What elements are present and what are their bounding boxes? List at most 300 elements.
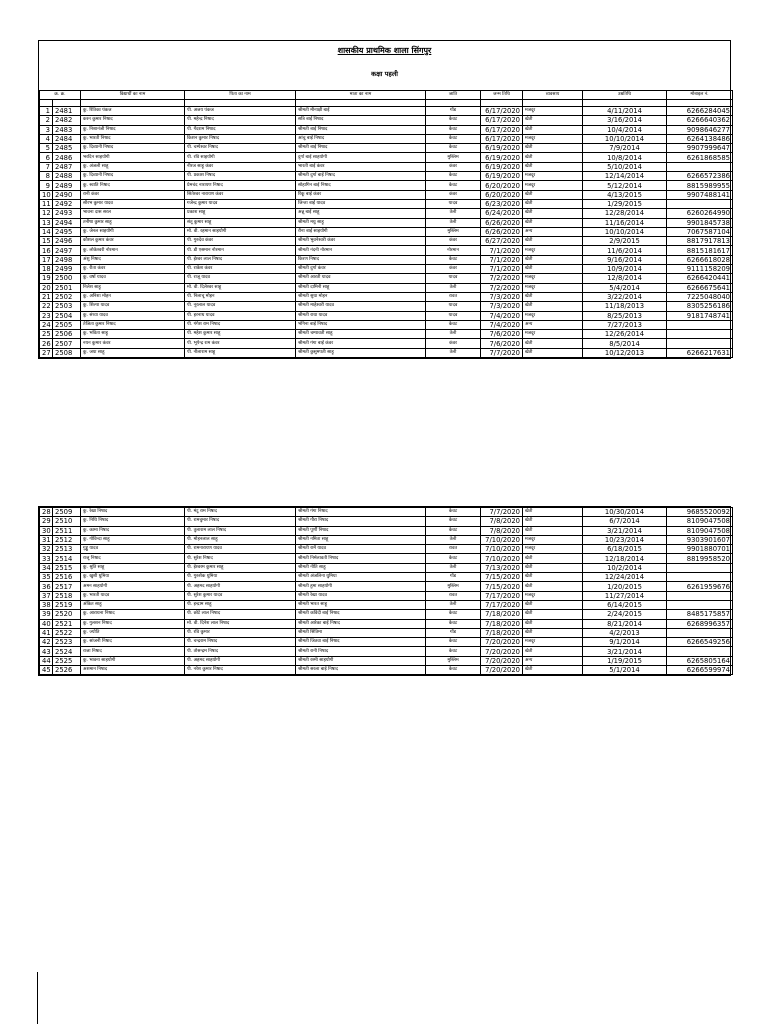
- student-name: अशमान निषाद: [81, 666, 185, 675]
- mother-name: श्रीमती रेखा यादव: [296, 591, 426, 600]
- table-row: [40, 647, 733, 656]
- mother-name: श्रीमती कविंदी बाई निषाद: [296, 610, 426, 619]
- mother-name: श्रीमती सितिमा: [296, 628, 426, 637]
- date-of-birth: 7/20/2020: [481, 638, 523, 647]
- col-serial: क्र. क्र.: [40, 91, 81, 100]
- date-of-birth: 7/2/2020: [481, 274, 523, 283]
- occupation: मजदूर: [523, 330, 583, 339]
- occupation: अन्य: [523, 320, 583, 329]
- admission-number: 2498: [53, 255, 81, 264]
- caste: यादव: [426, 311, 481, 320]
- table-row: [40, 517, 733, 526]
- row-number: 25: [40, 330, 53, 339]
- age-date: 8/21/2014: [583, 619, 667, 628]
- caste: तेली: [426, 209, 481, 218]
- age-date: 3/16/2014: [583, 116, 667, 125]
- table-row: [40, 107, 733, 116]
- student-name: गुड्डू यादव: [81, 545, 185, 554]
- student-name: कु. लोकेश्वरी नोरमान: [81, 246, 185, 255]
- student-name: कु. भावना साहयोगी: [81, 656, 185, 665]
- father-name: पी. महेन्द्र निषाद: [185, 116, 296, 125]
- mobile-number: [667, 647, 733, 656]
- mobile-number: 9098646277: [667, 125, 733, 134]
- table-row: [40, 302, 733, 311]
- father-name: मो. वी. रहमान साहयोगी: [185, 227, 296, 236]
- age-date: 3/21/2014: [583, 526, 667, 535]
- date-of-birth: 6/19/2020: [481, 172, 523, 181]
- row-number: 43: [40, 647, 53, 656]
- mother-name: सत्रि बाई निषाद: [296, 116, 426, 125]
- age-date: 8/25/2013: [583, 311, 667, 320]
- caste: तेली: [426, 535, 481, 544]
- student-name: कु. ज्योति: [81, 628, 185, 637]
- col-caste: जाति: [426, 91, 481, 100]
- mobile-number: 9181748741: [667, 311, 733, 320]
- date-of-birth: 7/7/2020: [481, 508, 523, 517]
- table-row: [40, 545, 733, 554]
- admission-number: 2481: [53, 107, 81, 116]
- date-of-birth: 7/1/2020: [481, 265, 523, 274]
- age-date: 11/6/2014: [583, 246, 667, 255]
- date-of-birth: 7/1/2020: [481, 246, 523, 255]
- age-date: 12/24/2014: [583, 573, 667, 582]
- caste: रावत: [426, 591, 481, 600]
- father-name: पी. प्रकाश निषाद: [185, 172, 296, 181]
- table-row: [40, 628, 733, 637]
- student-name: भरदिन साहयोगी: [81, 153, 185, 162]
- admission-number: 2513: [53, 545, 81, 554]
- date-of-birth: 7/3/2020: [481, 292, 523, 301]
- col-student-name: विद्यार्थी का नाम: [81, 91, 185, 100]
- father-name: पी. महेश कुमार साहू: [185, 330, 296, 339]
- row-number: 9: [40, 181, 53, 190]
- student-name: कु. निधि निषाद: [81, 517, 185, 526]
- mobile-number: 6266420441: [667, 274, 733, 283]
- mother-name: किरण निषाद: [296, 255, 426, 264]
- student-name: कु. सांजनी निषाद: [81, 638, 185, 647]
- row-number: 16: [40, 246, 53, 255]
- occupation: मजदूर: [523, 274, 583, 283]
- caste: तेली: [426, 563, 481, 572]
- age-date: 10/12/2013: [583, 348, 667, 357]
- mobile-number: [667, 162, 733, 171]
- blank-row: [40, 100, 733, 107]
- page-margin-line: [37, 972, 38, 1024]
- mother-name: अन्नू बाई साहू: [296, 209, 426, 218]
- row-number: 26: [40, 339, 53, 348]
- father-name: पी. राकेश कंवर: [185, 265, 296, 274]
- occupation: खेती: [523, 339, 583, 348]
- occupation: खेती: [523, 125, 583, 134]
- row-number: 32: [40, 545, 53, 554]
- admission-number: 2501: [53, 283, 81, 292]
- mother-name: श्रीमती दुर्गा कंवर: [296, 265, 426, 274]
- admission-number: 2519: [53, 600, 81, 609]
- admission-number: 2508: [53, 348, 81, 357]
- table-row: [40, 199, 733, 208]
- caste: गोंड: [426, 107, 481, 116]
- table-row: [40, 218, 733, 227]
- age-date: 1/20/2015: [583, 582, 667, 591]
- caste: रावत: [426, 292, 481, 301]
- mother-name: श्रीमती मीनाक्षी बाई: [296, 107, 426, 116]
- table-row: [40, 339, 733, 348]
- student-name: कु. अंजली साहू: [81, 162, 185, 171]
- age-date: 5/1/2014: [583, 666, 667, 675]
- date-of-birth: 6/17/2020: [481, 134, 523, 143]
- age-date: 10/2/2014: [583, 563, 667, 572]
- age-date: 7/27/2013: [583, 320, 667, 329]
- age-date: 6/14/2015: [583, 600, 667, 609]
- occupation: मजदूर: [523, 172, 583, 181]
- row-number: 11: [40, 199, 53, 208]
- date-of-birth: 7/18/2020: [481, 619, 523, 628]
- row-number: 6: [40, 153, 53, 162]
- table-row: [40, 144, 733, 153]
- row-number: 30: [40, 526, 53, 535]
- mobile-number: 8109047508: [667, 526, 733, 535]
- age-date: 11/16/2014: [583, 218, 667, 227]
- row-number: 28: [40, 508, 53, 517]
- father-name: पी. डी एसमान नोरमान: [185, 246, 296, 255]
- occupation: खेती: [523, 218, 583, 227]
- father-name: किशन कुमार निषाद: [185, 134, 296, 143]
- mobile-number: 9111158209: [667, 265, 733, 274]
- student-name: कु. भारती यादव: [81, 591, 185, 600]
- mobile-number: 8305256186: [667, 302, 733, 311]
- mother-name: श्रीमती सरला बाई निषाद: [296, 666, 426, 675]
- date-of-birth: 7/8/2020: [481, 517, 523, 526]
- father-name: पी. तोसन्द्रम निषाद: [185, 647, 296, 656]
- caste: तेली: [426, 283, 481, 292]
- student-name: नयन कुमार कंवर: [81, 339, 185, 348]
- age-date: 11/27/2014: [583, 591, 667, 600]
- mother-name: श्रीमती हुमा साहयोगी: [296, 582, 426, 591]
- row-number: 19: [40, 274, 53, 283]
- occupation: मजदूर: [523, 283, 583, 292]
- caste: कंवर: [426, 162, 481, 171]
- mother-name: श्रीमती नमिता साहू: [296, 535, 426, 544]
- occupation: मजदूर: [523, 181, 583, 190]
- table-row: [40, 172, 733, 181]
- col-mother-name: माता का नाम: [296, 91, 426, 100]
- admission-number: 2503: [53, 302, 81, 311]
- father-name: पी. रवि कुमार: [185, 628, 296, 637]
- mobile-number: 6266640362: [667, 116, 733, 125]
- father-name: पी. रामचुमार निषाद: [185, 517, 296, 526]
- date-of-birth: 6/27/2020: [481, 237, 523, 246]
- mobile-number: 6266217631: [667, 348, 733, 357]
- mother-name: श्रीमती रामें यादव: [296, 545, 426, 554]
- caste: कंवर: [426, 190, 481, 199]
- mobile-number: 6268996357: [667, 619, 733, 628]
- father-name: गजेन्द्र कुमार यादव: [185, 199, 296, 208]
- student-name: राजा निषाद: [81, 647, 185, 656]
- mother-name: श्रीमती चम्पावती साहू: [296, 330, 426, 339]
- caste: केवट: [426, 666, 481, 675]
- admission-number: 2517: [53, 582, 81, 591]
- caste: केवट: [426, 526, 481, 535]
- mobile-number: [667, 563, 733, 572]
- caste: तेली: [426, 330, 481, 339]
- date-of-birth: 6/26/2020: [481, 227, 523, 236]
- caste: मुस्लिम: [426, 227, 481, 236]
- admission-number: 2511: [53, 526, 81, 535]
- date-of-birth: 7/6/2020: [481, 339, 523, 348]
- admission-number: 2489: [53, 181, 81, 190]
- age-date: 10/10/2014: [583, 227, 667, 236]
- mobile-number: [667, 199, 733, 208]
- mobile-number: 8815181617: [667, 246, 733, 255]
- row-number: 35: [40, 573, 53, 582]
- age-date: 3/21/2014: [583, 647, 667, 656]
- mobile-number: 7067587104: [667, 227, 733, 236]
- occupation: मजदूर: [523, 638, 583, 647]
- row-number: 38: [40, 600, 53, 609]
- father-name: पी. रामनारायण यादव: [185, 545, 296, 554]
- date-of-birth: 6/23/2020: [481, 199, 523, 208]
- mobile-number: 9685520092: [667, 508, 733, 517]
- father-name: पी. मंटू राम निषाद: [185, 508, 296, 517]
- admission-number: 2506: [53, 330, 81, 339]
- row-number: 21: [40, 292, 53, 301]
- admission-number: 2523: [53, 638, 81, 647]
- row-number: 2: [40, 116, 53, 125]
- table-row: [40, 134, 733, 143]
- father-name: पी. राजू यादव: [185, 274, 296, 283]
- mother-name: श्रीमती बाई निषाद: [296, 144, 426, 153]
- table-row: [40, 153, 733, 162]
- mother-name: श्रीमती बाई निषाद: [296, 125, 426, 134]
- caste: केवट: [426, 116, 481, 125]
- mobile-number: 6260264990: [667, 209, 733, 218]
- father-name: पी. तुलाराम लाल निषाद: [185, 526, 296, 535]
- mobile-number: 9901880701: [667, 545, 733, 554]
- father-name: पी. मोहनलाल साहू: [185, 535, 296, 544]
- mother-name: श्रीमती रश्मी साहयोगी: [296, 656, 426, 665]
- father-name: पी. अहमद साहयोगी: [185, 656, 296, 665]
- mobile-number: 9907999647: [667, 144, 733, 153]
- mobile-number: 9303901607: [667, 535, 733, 544]
- father-name: पी. गंगेश राम निषाद: [185, 320, 296, 329]
- col-occupation: व्यवसाय: [523, 91, 583, 100]
- caste: केवट: [426, 172, 481, 181]
- occupation: खेती: [523, 600, 583, 609]
- row-number: 31: [40, 535, 53, 544]
- occupation: खेती: [523, 517, 583, 526]
- mother-name: श्रीमती दामिनी साहू: [296, 283, 426, 292]
- student-name: अंकित साहू: [81, 600, 185, 609]
- date-of-birth: 6/19/2020: [481, 162, 523, 171]
- father-name: पी. छोटे लाल निषाद: [185, 610, 296, 619]
- father-name: सितेश्वर नारायण कंवर: [185, 190, 296, 199]
- date-of-birth: 6/19/2020: [481, 153, 523, 162]
- student-name: तेजिता कुमार निषाद: [81, 320, 185, 329]
- father-name: पी. ईश्वर लाल निषाद: [185, 255, 296, 264]
- table-row: [40, 666, 733, 675]
- occupation: खेती: [523, 619, 583, 628]
- occupation: खेती: [523, 209, 583, 218]
- admission-number: 2484: [53, 134, 81, 143]
- date-of-birth: 7/18/2020: [481, 610, 523, 619]
- father-name: पी. निलाचू मोहन: [185, 292, 296, 301]
- row-number: 13: [40, 218, 53, 227]
- caste: कंवर: [426, 339, 481, 348]
- student-name: कौशल कुमार कंवर: [81, 237, 185, 246]
- row-number: 1: [40, 107, 53, 116]
- age-date: 10/30/2014: [583, 508, 667, 517]
- age-date: 10/8/2014: [583, 153, 667, 162]
- col-mobile: मोबाइल नं.: [667, 91, 733, 100]
- table-row: [40, 283, 733, 292]
- date-of-birth: 6/17/2020: [481, 107, 523, 116]
- date-of-birth: 7/10/2020: [481, 535, 523, 544]
- admission-number: 2502: [53, 292, 81, 301]
- student-name: कु. निशानंजी निषाद: [81, 125, 185, 134]
- father-name: पी. अजय पंकज: [185, 107, 296, 116]
- table-row: [40, 330, 733, 339]
- occupation: खेती: [523, 255, 583, 264]
- mobile-number: 7225048040: [667, 292, 733, 301]
- sheet-part-1: [38, 40, 731, 359]
- student-name: निलेश साहू: [81, 283, 185, 292]
- col-age-date: उम्रतिथि: [583, 91, 667, 100]
- student-name: भावना दास सरल: [81, 209, 185, 218]
- student-name: कु. अनिशा मोहन: [81, 292, 185, 301]
- student-name: सौरभ कुमार यादव: [81, 199, 185, 208]
- mother-name: श्रीमती आरेका बाई निषाद: [296, 619, 426, 628]
- admission-number: 2497: [53, 246, 81, 255]
- row-number: 44: [40, 656, 53, 665]
- mobile-number: 8819958520: [667, 554, 733, 563]
- admission-number: 2526: [53, 666, 81, 675]
- mobile-number: [667, 320, 733, 329]
- row-number: 29: [40, 517, 53, 526]
- admission-number: 2504: [53, 311, 81, 320]
- mother-name: श्रीमती दुर्गा बाई निषाद: [296, 172, 426, 181]
- father-name: मो. वी. दिनेश लाल निषाद: [185, 619, 296, 628]
- caste: मुस्लिम: [426, 153, 481, 162]
- caste: केवट: [426, 181, 481, 190]
- occupation: खेती: [523, 610, 583, 619]
- mobile-number: 6266599974: [667, 666, 733, 675]
- caste: तेली: [426, 348, 481, 357]
- admission-number: 2486: [53, 153, 81, 162]
- occupation: मजदूर: [523, 535, 583, 544]
- student-name: कु. श्रुति साहू: [81, 563, 185, 572]
- mother-name: श्रीमती रानी निषाद: [296, 647, 426, 656]
- admission-number: 2492: [53, 199, 81, 208]
- mother-name: श्रीमती कुसुमपती साहू: [296, 348, 426, 357]
- student-name: अमन साहयोगी: [81, 582, 185, 591]
- caste: केवट: [426, 255, 481, 264]
- occupation: खेती: [523, 628, 583, 637]
- table-row: [40, 311, 733, 320]
- occupation: खेती: [523, 144, 583, 153]
- row-number: 37: [40, 591, 53, 600]
- date-of-birth: 7/6/2020: [481, 330, 523, 339]
- student-name: कु. शिल्पा यादव: [81, 302, 185, 311]
- caste: गोंड: [426, 573, 481, 582]
- mother-name: श्रीमती नीति साहू: [296, 563, 426, 572]
- father-name: पी. अहमद साहयोगी: [185, 582, 296, 591]
- age-date: 4/11/2014: [583, 107, 667, 116]
- table-row: [40, 265, 733, 274]
- col-dob: जन्म तिथि: [481, 91, 523, 100]
- mobile-number: [667, 573, 733, 582]
- caste: यादव: [426, 302, 481, 311]
- student-name: कु. कामा निषाद: [81, 526, 185, 535]
- father-name: पी. नूरलाल यादव: [185, 302, 296, 311]
- caste: मुस्लिम: [426, 656, 481, 665]
- occupation: खेती: [523, 348, 583, 357]
- admission-number: 2485: [53, 144, 81, 153]
- student-name: कु. वर्षा यादव: [81, 274, 185, 283]
- caste: केवट: [426, 619, 481, 628]
- age-date: 1/19/2015: [583, 656, 667, 665]
- caste: यादव: [426, 274, 481, 283]
- age-date: 6/18/2015: [583, 545, 667, 554]
- father-name: पी. सुरेश निषाद: [185, 554, 296, 563]
- date-of-birth: 7/4/2020: [481, 320, 523, 329]
- mother-name: भंगिना बाई निषाद: [296, 320, 426, 329]
- date-of-birth: 6/17/2020: [481, 125, 523, 134]
- student-name: कु. जेनल साहयोगी: [81, 227, 185, 236]
- mother-name: जिन्ता बाई यादव: [296, 199, 426, 208]
- mother-name: श्रीमती सुधा मोहन: [296, 292, 426, 301]
- caste: केवट: [426, 647, 481, 656]
- occupation: खेती: [523, 554, 583, 563]
- table-row: [40, 656, 733, 665]
- occupation: मजदूर: [523, 311, 583, 320]
- age-date: 2/24/2015: [583, 610, 667, 619]
- table-row: [40, 320, 733, 329]
- date-of-birth: 7/15/2020: [481, 573, 523, 582]
- age-date: 1/29/2015: [583, 199, 667, 208]
- date-of-birth: 6/24/2020: [481, 209, 523, 218]
- father-name: पी. गुरुशेक धुमिया: [185, 573, 296, 582]
- row-number: 34: [40, 563, 53, 572]
- mobile-number: 9907488141: [667, 190, 733, 199]
- row-number: 18: [40, 265, 53, 274]
- mobile-number: [667, 591, 733, 600]
- row-number: 7: [40, 162, 53, 171]
- occupation: खेती: [523, 237, 583, 246]
- column-header-row: [40, 91, 733, 100]
- student-name: कु. गोविन्दा साहू: [81, 535, 185, 544]
- age-date: 6/7/2014: [583, 517, 667, 526]
- table-row: [40, 600, 733, 609]
- table-row: [40, 535, 733, 544]
- occupation: खेती: [523, 563, 583, 572]
- admission-number: 2525: [53, 656, 81, 665]
- father-name: मो. वी. दिलेश्वर साहू: [185, 283, 296, 292]
- age-date: 4/2/2013: [583, 628, 667, 637]
- date-of-birth: 6/19/2020: [481, 144, 523, 153]
- occupation: मजदूर: [523, 107, 583, 116]
- mother-name: श्रीमती गौरा निषाद: [296, 517, 426, 526]
- age-date: 10/23/2014: [583, 535, 667, 544]
- admission-number: 2509: [53, 508, 81, 517]
- admission-number: 2488: [53, 172, 81, 181]
- mother-name: श्रीमती भुवनेश्वरी कंवर: [296, 237, 426, 246]
- father-name: संतू कुमार साहू: [185, 218, 296, 227]
- father-name: प्रेमचंद नारायण निषाद: [185, 181, 296, 190]
- student-name: तनीषा कुमार साहू: [81, 218, 185, 227]
- mobile-number: [667, 339, 733, 348]
- mobile-number: [667, 330, 733, 339]
- class-label: कक्षा पहली: [371, 70, 398, 78]
